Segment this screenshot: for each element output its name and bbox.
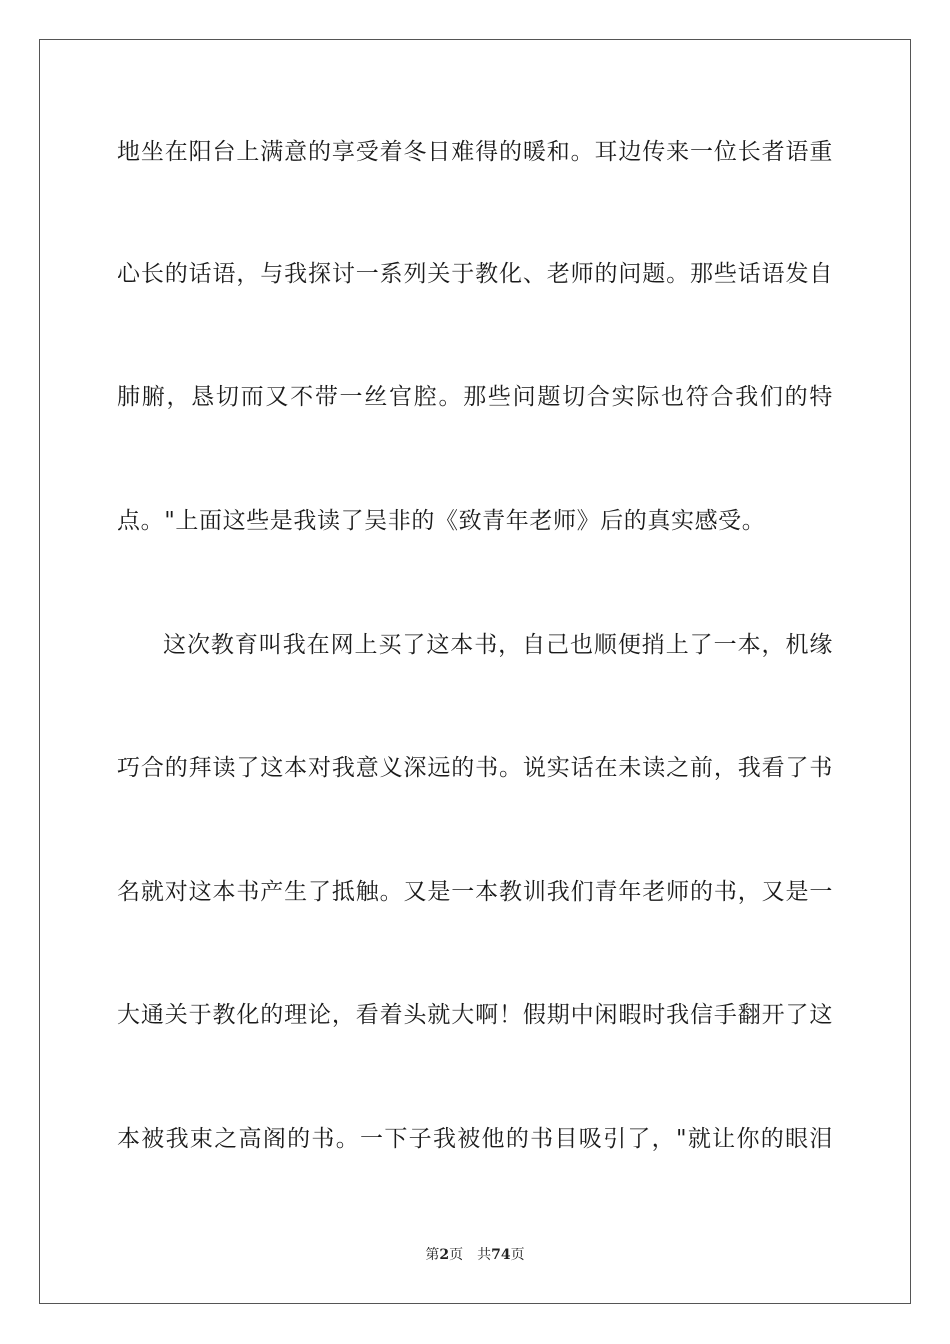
text-line: 本被我束之高阁的书。一下子我被他的书目吸引了，"就让你的眼泪 bbox=[117, 1126, 833, 1152]
text-line: 肺腑，恳切而又不带一丝官腔。那些问题切合实际也符合我们的特 bbox=[117, 384, 833, 410]
text-line: 点。"上面这些是我读了吴非的《致青年老师》后的真实感受。 bbox=[117, 508, 766, 534]
total-pages: 74 bbox=[491, 1247, 511, 1263]
page-suffix: 页 bbox=[449, 1247, 464, 1263]
text-line: 大通关于教化的理论，看着头就大啊！假期中闲暇时我信手翻开了这 bbox=[117, 1002, 833, 1028]
text-line: 名就对这本书产生了抵触。又是一本教训我们青年老师的书，又是一 bbox=[117, 879, 833, 905]
page-footer bbox=[0, 1246, 950, 1264]
text-line: 这次教育叫我在网上买了这本书，自己也顺便捎上了一本，机缘 bbox=[163, 632, 833, 658]
text-line: 巧合的拜读了这本对我意义深远的书。说实话在未读之前，我看了书 bbox=[117, 755, 833, 781]
page-number: 2 bbox=[439, 1247, 450, 1263]
total-suffix: 页 bbox=[510, 1247, 525, 1263]
text-line: 地坐在阳台上满意的享受着冬日难得的暖和。耳边传来一位长者语重 bbox=[117, 139, 833, 165]
page-prefix: 第 bbox=[425, 1247, 440, 1263]
text-line: 心长的话语，与我探讨一系列关于教化、老师的问题。那些话语发自 bbox=[117, 261, 833, 287]
total-prefix: 共 bbox=[477, 1247, 492, 1263]
page-border bbox=[39, 39, 911, 1304]
